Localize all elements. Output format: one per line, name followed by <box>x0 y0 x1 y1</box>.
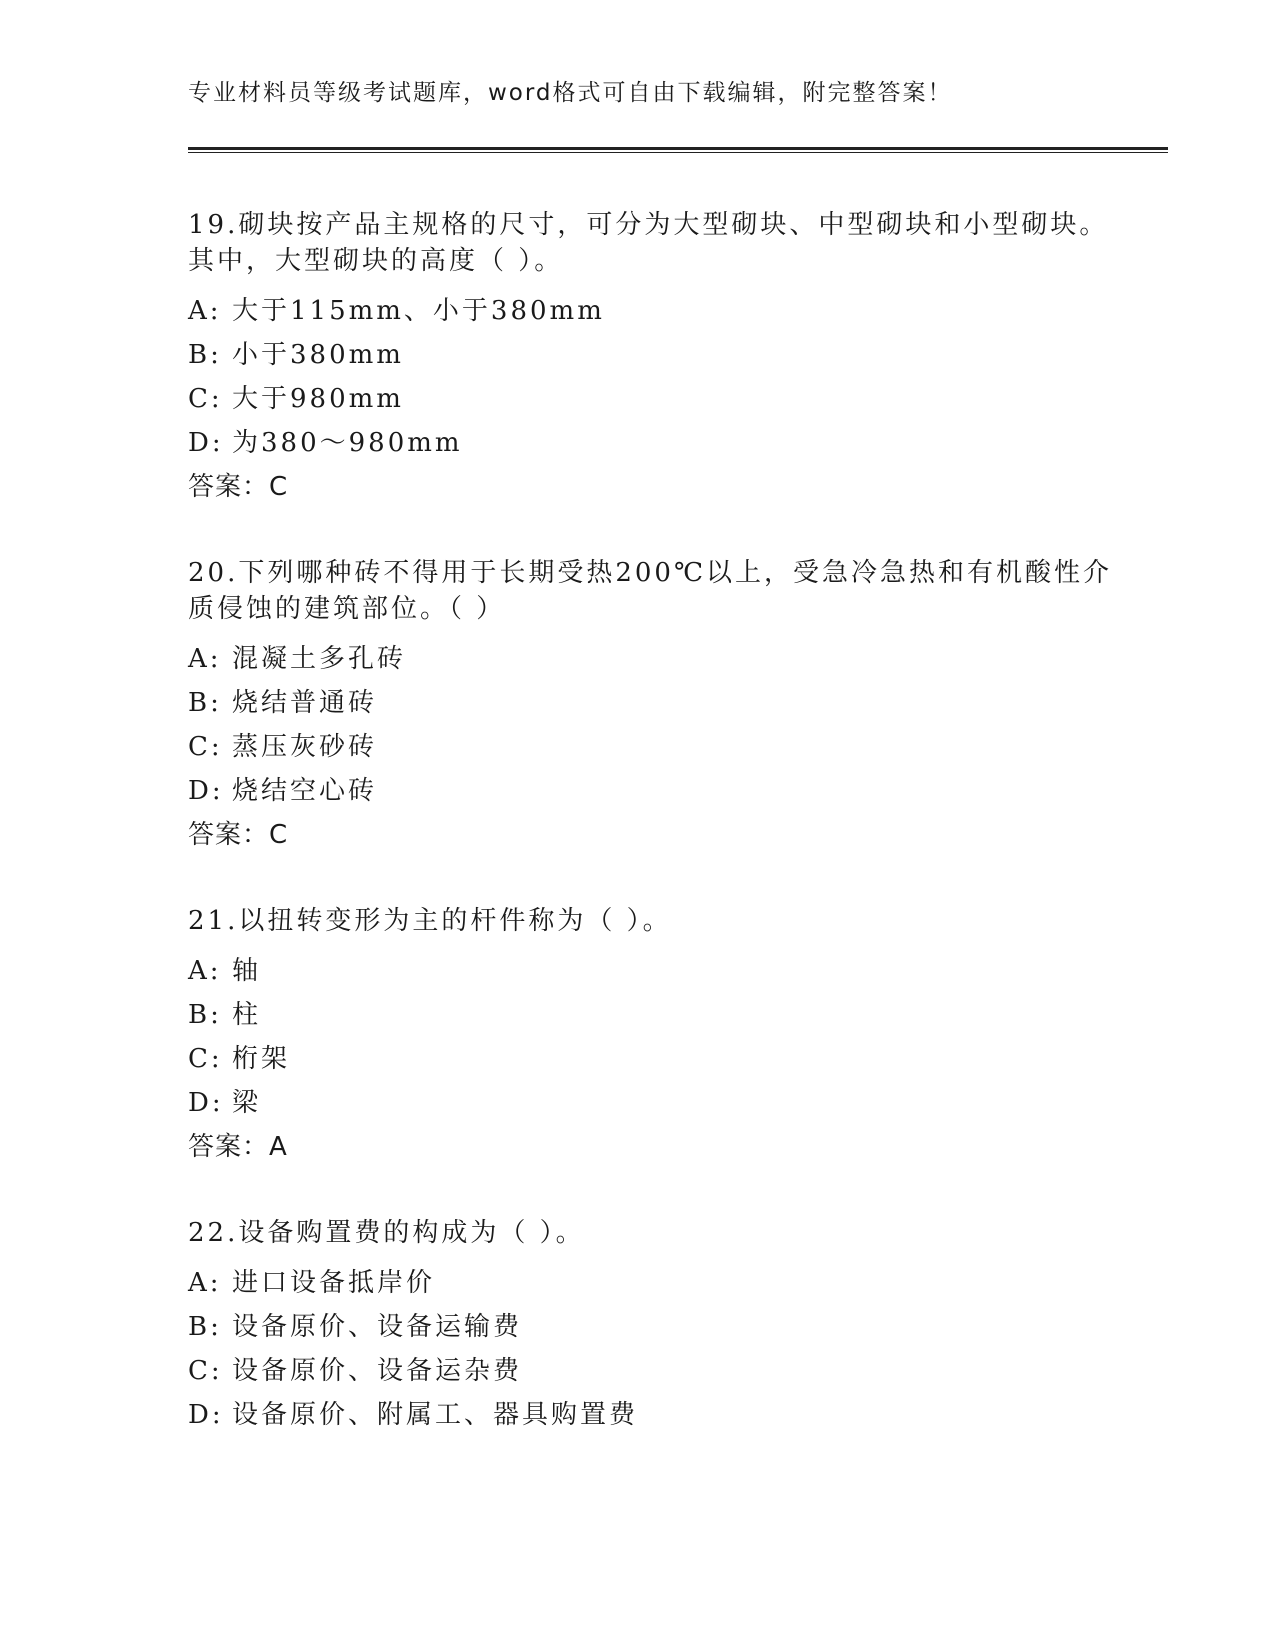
question-text: 20.下列哪种砖不得用于长期受热200℃以上，受急冷急热和有机酸性介质侵蚀的建筑部位。（ ） <box>188 558 1113 624</box>
option-label: D: <box>188 1088 224 1118</box>
question-22 <box>188 1215 1128 1437</box>
option-c <box>188 725 1128 769</box>
option-a <box>188 637 1128 681</box>
question-19 <box>188 207 1128 509</box>
option-label: B: <box>188 688 222 718</box>
option-text: 大于980mm <box>232 384 404 414</box>
option-text: 混凝土多孔砖 <box>232 644 407 674</box>
option-text: 烧结空心砖 <box>232 776 378 806</box>
option-label: B: <box>188 1312 222 1342</box>
option-a <box>188 1261 1128 1305</box>
option-text: 桁架 <box>232 1044 291 1074</box>
option-label: A: <box>188 296 222 326</box>
question-text: 19.砌块按产品主规格的尺寸，可分为大型砌块、中型砌块和小型砌块。其中，大型砌块的高度（ ）。 <box>188 210 1109 276</box>
option-label: C: <box>188 1356 223 1386</box>
option-d <box>188 769 1128 813</box>
option-c <box>188 377 1128 421</box>
option-label: B: <box>188 340 222 370</box>
option-b <box>188 681 1128 725</box>
option-text: 设备原价、设备运输费 <box>232 1312 523 1342</box>
option-text: 柱 <box>232 1000 262 1030</box>
option-text: 蒸压灰砂砖 <box>232 732 378 762</box>
option-label: D: <box>188 776 224 806</box>
option-b <box>188 333 1128 377</box>
question-20 <box>188 555 1128 857</box>
option-text: 设备原价、设备运杂费 <box>232 1356 523 1386</box>
option-a <box>188 289 1128 333</box>
answer: 答案：C <box>188 472 289 502</box>
option-c <box>188 1349 1128 1393</box>
option-label: A: <box>188 956 222 986</box>
option-text: 烧结普通砖 <box>232 688 378 718</box>
option-text: 设备原价、附属工、器具购置费 <box>232 1400 639 1430</box>
question-text: 22.设备购置费的构成为（ ）。 <box>188 1218 585 1248</box>
header-rule-thin <box>188 152 1168 153</box>
option-label: D: <box>188 428 224 458</box>
answer: 答案：C <box>188 820 289 850</box>
option-a <box>188 949 1128 993</box>
option-text: 梁 <box>232 1088 262 1118</box>
page-header: 专业材料员等级考试题库，word格式可自由下载编辑，附完整答案！ <box>188 80 953 106</box>
header-rule-thick <box>188 147 1168 150</box>
option-d <box>188 421 1128 465</box>
option-d <box>188 1393 1128 1437</box>
option-text: 为380～980mm <box>232 428 463 458</box>
option-label: C: <box>188 732 223 762</box>
option-text: 大于115mm、小于380mm <box>232 296 605 326</box>
option-label: C: <box>188 384 223 414</box>
option-label: A: <box>188 1268 222 1298</box>
option-label: A: <box>188 644 222 674</box>
option-label: C: <box>188 1044 223 1074</box>
option-b <box>188 1305 1128 1349</box>
option-text: 进口设备抵岸价 <box>232 1268 436 1298</box>
answer: 答案：A <box>188 1132 288 1162</box>
question-list <box>188 207 1128 1483</box>
option-label: D: <box>188 1400 224 1430</box>
option-label: B: <box>188 1000 222 1030</box>
option-b <box>188 993 1128 1037</box>
question-21 <box>188 903 1128 1169</box>
question-text: 21.以扭转变形为主的杆件称为（ ）。 <box>188 906 672 936</box>
option-c <box>188 1037 1128 1081</box>
option-text: 轴 <box>232 956 262 986</box>
option-d <box>188 1081 1128 1125</box>
option-text: 小于380mm <box>232 340 404 370</box>
